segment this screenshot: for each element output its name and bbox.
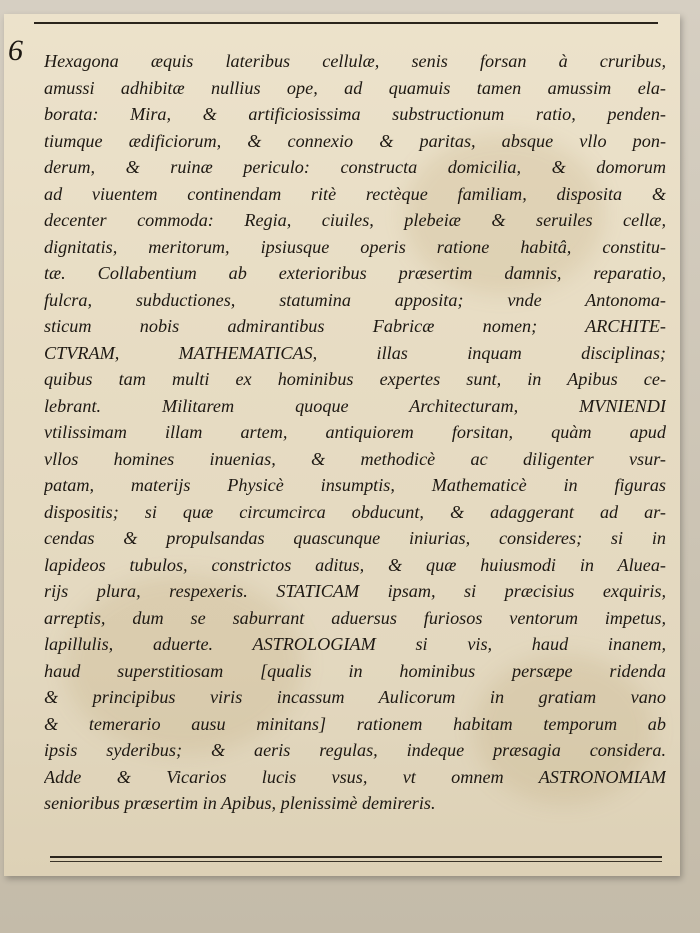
text-line: borata: Mira, & artificiosissima substructionum ratio, penden-: [44, 104, 666, 124]
text-line: rijs plura, respexeris. STATICAM ipsam, si præcisius exquiris,: [44, 581, 666, 601]
text-line: tæ. Collabentium ab exterioribus præsertim damnis, reparatio,: [44, 263, 666, 283]
document-page: [4, 14, 680, 876]
text-line: CTVRAM, MATHEMATICAS, illas inquam disciplinas;: [44, 342, 666, 363]
text-line: & temerario ausu minitans] rationem habitam temporum ab: [44, 713, 666, 734]
text-line: arreptis, dum se saburrant aduersus furiosos ventorum impetus,: [44, 607, 666, 628]
body-text: [44, 48, 666, 817]
text-line: cendas & propulsandas quascunque iniurias, consideres; si in: [44, 528, 666, 548]
text-line: amussi adhibitæ nullius ope, ad quamuis tamen amussim ela-: [44, 77, 666, 98]
text-line: Hexagona æquis lateribus cellulæ, senis forsan à cruribus,: [44, 51, 666, 71]
text-line: patam, materijs Physicè insumptis, Mathematicè in figuras: [44, 475, 666, 495]
bottom-rule-thin: [50, 861, 662, 862]
text-line: fulcra, subductiones, statumina apposita; vnde Antonoma-: [44, 289, 666, 310]
text-line: haud superstitiosam [qualis in hominibus persæpe ridenda: [44, 660, 666, 681]
text-line: lebrant. Militarem quoque Architecturam, MVNIENDI: [44, 395, 666, 416]
text-line: dispositis; si quæ circumcirca obducunt, & adaggerant ad ar-: [44, 501, 666, 522]
text-line: ipsis syderibus; & aeris regulas, indeque præsagia considera.: [44, 740, 666, 760]
bottom-rule: [50, 856, 662, 858]
text-line: vllos homines inuenias, & methodicè ac diligenter vsur-: [44, 448, 666, 469]
text-line: decenter commoda: Regia, ciuiles, plebeiæ & seruiles cellæ,: [44, 210, 666, 230]
text-line: quibus tam multi ex hominibus expertes sunt, in Apibus ce-: [44, 369, 666, 389]
text-line: dignitatis, meritorum, ipsiusque operis ratione habitâ, constitu-: [44, 236, 666, 257]
text-line: sticum nobis admirantibus Fabricæ nomen; ARCHITE-: [44, 316, 666, 336]
text-line: tiumque ædificiorum, & connexio & paritas, absque vllo pon-: [44, 130, 666, 151]
page-number: 6: [8, 34, 23, 67]
text-line: & principibus viris incassum Aulicorum in gratiam vano: [44, 687, 666, 707]
text-line: Adde & Vicarios lucis vsus, vt omnem ASTRONOMIAM: [44, 766, 666, 787]
text-line: senioribus præsertim in Apibus, plenissimè demireris.: [44, 793, 436, 813]
text-line: ad viuentem continendam ritè rectèque familiam, disposita &: [44, 183, 666, 204]
text-line: derum, & ruinæ periculo: constructa domicilia, & domorum: [44, 157, 666, 177]
top-rule: [34, 22, 658, 24]
text-line: lapideos tubulos, constrictos aditus, & quæ huiusmodi in Alueа-: [44, 554, 666, 575]
text-line: lapillulis, aduerte. ASTROLOGIAM si vis, haud inanem,: [44, 634, 666, 654]
text-line: vtilissimam illam artem, antiquiorem forsitan, quàm apud: [44, 422, 666, 442]
